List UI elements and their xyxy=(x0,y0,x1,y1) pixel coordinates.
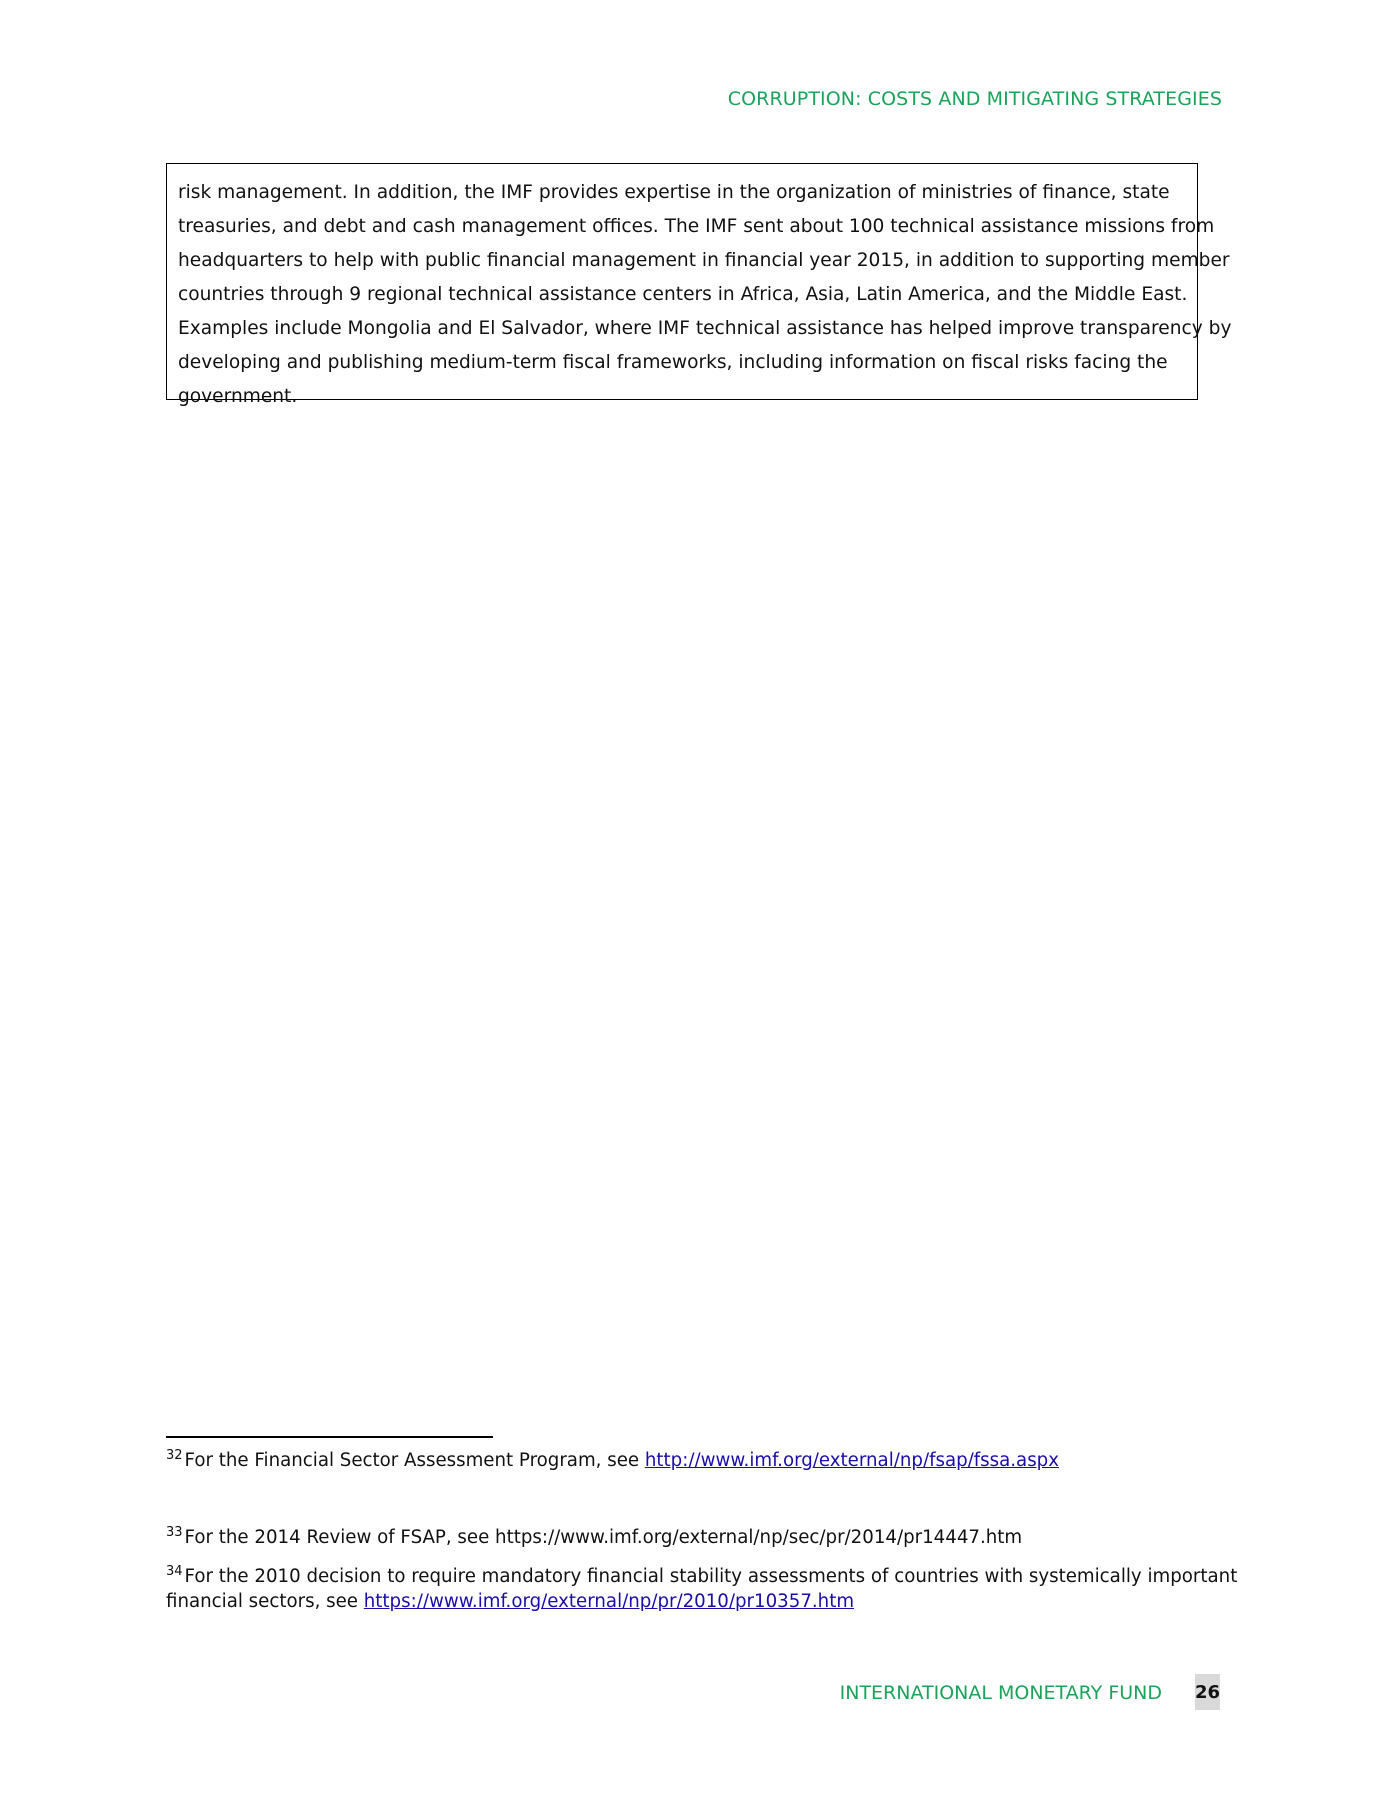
footnote-number: 33 xyxy=(166,1525,183,1540)
box-line: risk management. In addition, the IMF provides expertise in the organization of ministries of finance, state xyxy=(178,182,1170,203)
box-line: government. xyxy=(178,386,298,407)
box-line: headquarters to help with public financial management in financial year 2015, in addition to supporting member xyxy=(178,250,1230,271)
footnote-34-link[interactable]: https://www.imf.org/external/np/pr/2010/pr10357.htm xyxy=(363,1591,855,1612)
box-line: countries through 9 regional technical assistance centers in Africa, Asia, Latin America, and the Middle East. xyxy=(178,284,1188,305)
text-box xyxy=(166,163,1232,407)
footnote-number: 34 xyxy=(166,1564,183,1579)
footnote-text: For the 2010 decision to require mandatory financial stability assessments of countries with systemically important xyxy=(184,1566,1238,1587)
footnote-text: For the Financial Sector Assessment Program, see xyxy=(184,1450,645,1471)
footnote-32 xyxy=(166,1448,1059,1473)
box-line: treasuries, and debt and cash management offices. The IMF sent about 100 technical assistance missions from xyxy=(178,216,1215,237)
footnote-text-continued: financial sectors, see xyxy=(166,1591,364,1612)
box-line: Examples include Mongolia and El Salvador, where IMF technical assistance has helped improve transparency by xyxy=(178,318,1232,339)
footnote-separator xyxy=(166,1436,493,1438)
footer-organization: INTERNATIONAL MONETARY FUND xyxy=(839,1682,1162,1704)
footnote-32-link[interactable]: http://www.imf.org/external/np/fsap/fssa.aspx xyxy=(644,1450,1059,1471)
box-line: developing and publishing medium-term fiscal frameworks, including information on fiscal risks facing the xyxy=(178,352,1168,373)
page-number: 26 xyxy=(1195,1674,1220,1710)
footnote-number: 32 xyxy=(166,1448,183,1463)
running-header-title: CORRUPTION: COSTS AND MITIGATING STRATEGIES xyxy=(727,88,1222,110)
footnote-text: For the 2014 Review of FSAP, see https://www.imf.org/external/np/sec/pr/2014/pr14447.htm xyxy=(184,1527,1023,1548)
footnote-33 xyxy=(166,1525,1022,1550)
footnote-34 xyxy=(166,1564,1237,1614)
